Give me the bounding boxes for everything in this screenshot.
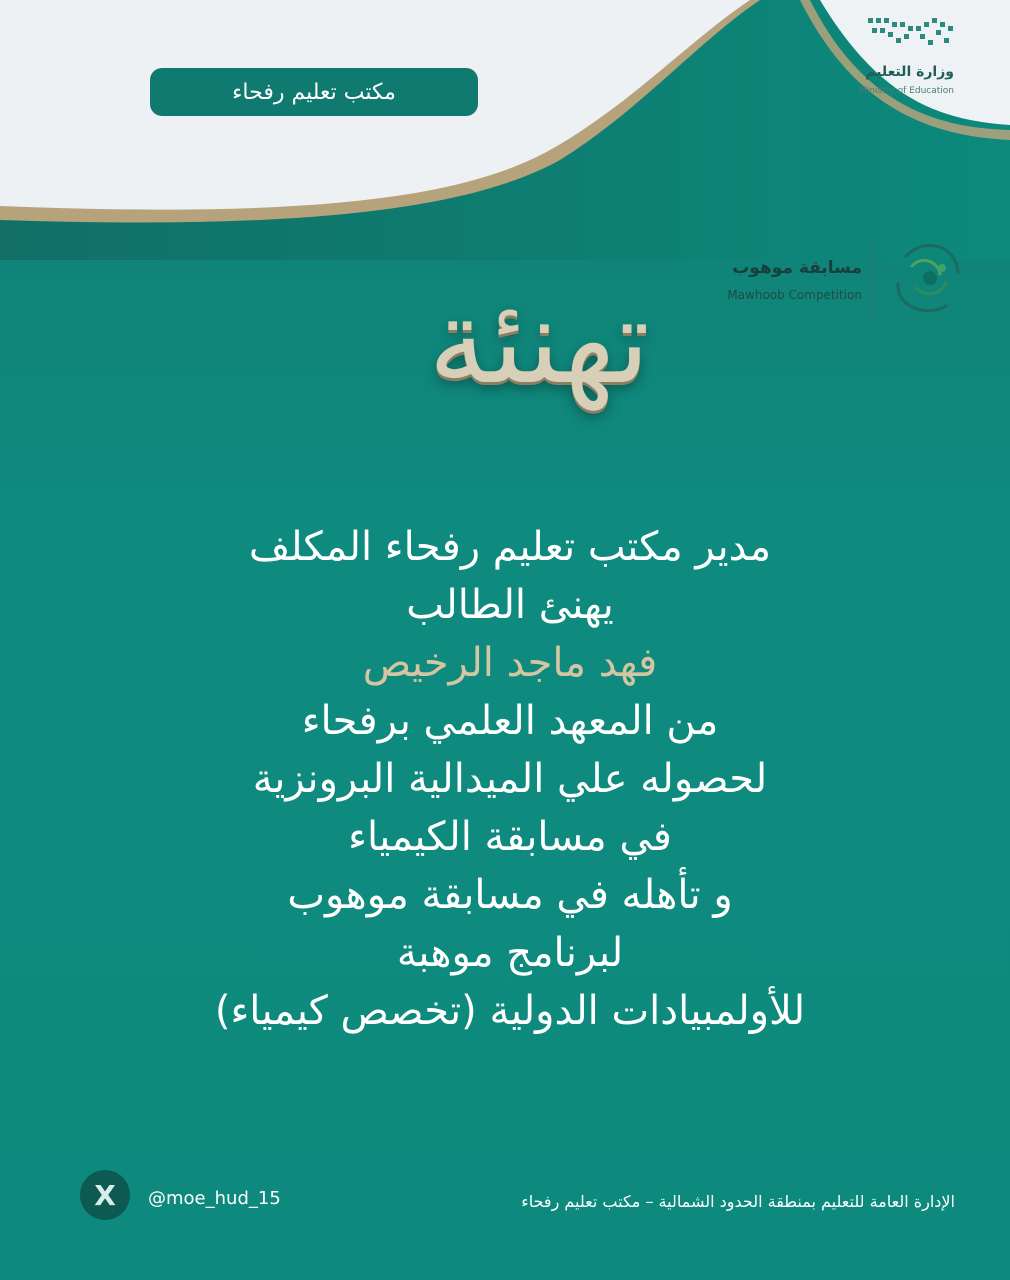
mawhoob-emblem-icon: [886, 236, 970, 320]
message-line: مدير مكتب تعليم رفحاء المكلف: [248, 524, 772, 570]
title-calligraphy: تهنئة: [428, 272, 650, 410]
ministry-name-en: Ministry of Education: [859, 86, 954, 96]
message-line: للأولمبيادات الدولية (تخصص كيمياء): [214, 988, 806, 1034]
competition-name-ar: مسابقة موهوب: [732, 258, 862, 278]
student-name: فهد ماجد الرخيص: [362, 640, 658, 686]
footer-organization: الإدارة العامة للتعليم بمنطقة الحدود الشمالية – مكتب تعليم رفحاء: [521, 1192, 955, 1211]
message-line: يهنئ الطالب: [406, 582, 614, 628]
mawhoob-competition-logo: [670, 236, 970, 326]
social-handle[interactable]: @moe_hud_15: [148, 1188, 281, 1209]
message-line: و تأهله في مسابقة موهوب: [287, 872, 733, 918]
ministry-emblem-icon: [858, 14, 958, 54]
ministry-name-ar: وزارة التعليم: [865, 64, 954, 80]
office-name-label: مكتب تعليم رفحاء: [232, 79, 396, 105]
congratulations-message: [110, 518, 910, 1040]
logo-divider: [873, 242, 874, 320]
competition-name-en: Mawhoob Competition: [727, 288, 862, 302]
message-line: لحصوله علي الميدالية البرونزية: [252, 756, 768, 802]
x-logo-icon[interactable]: X: [80, 1170, 130, 1220]
office-name-badge: [150, 68, 478, 116]
message-line: لبرنامج موهبة: [396, 930, 624, 976]
message-line: في مسابقة الكيمياء: [348, 814, 672, 860]
ministry-logo: [838, 14, 958, 94]
congratulations-title: [340, 260, 670, 450]
message-line: من المعهد العلمي برفحاء: [301, 698, 719, 744]
